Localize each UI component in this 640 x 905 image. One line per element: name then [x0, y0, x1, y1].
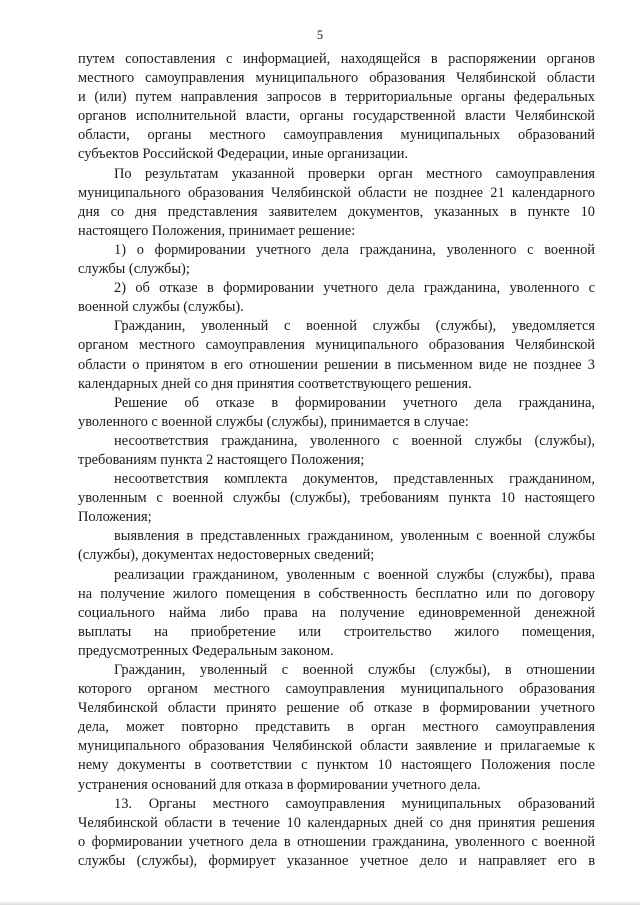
paragraph — [78, 470, 595, 527]
text-line: о формировании учетного дела в отношении гражданина, уволенного с военной — [78, 833, 595, 850]
text-line: дня со дня представления заявителем документов, указанных в пункте 10 — [78, 203, 595, 220]
text-line: Решение об отказе в формировании учетного дела гражданина, — [114, 394, 595, 411]
text-line: области, органы местного самоуправления муниципальных образований — [78, 127, 595, 144]
paragraph — [78, 527, 595, 565]
text-line: выявления в представленных гражданином, уволенным с военной службы — [114, 528, 595, 545]
document-body — [78, 50, 595, 871]
text-line: предусмотренных Федеральным законом. — [78, 642, 334, 659]
paragraph — [78, 394, 595, 432]
text-line: службы (службы), формирует указанное учетное дело и направляет его в — [78, 852, 595, 869]
text-line: Челябинской области принято решение об отказе в формировании учетного — [78, 700, 595, 717]
text-line: несоответствия комплекта документов, представленных гражданином, — [114, 471, 595, 488]
paragraph — [78, 661, 595, 795]
text-line: уволенным с военной службы (службы), требованиям пункта 10 настоящего — [78, 490, 595, 507]
scan-edge — [0, 901, 640, 905]
text-line: несоответствия гражданина, уволенного с военной службы (службы), — [114, 432, 595, 449]
paragraph — [78, 566, 595, 661]
text-line: муниципального образования Челябинской области заявление и прилагаемые к — [78, 738, 595, 755]
text-line: путем сопоставления с информацией, находящейся в распоряжении органов — [78, 51, 595, 67]
text-line: военной службы (службы). — [78, 299, 244, 316]
text-line: 13. Органы местного самоуправления муниципальных образований — [114, 795, 595, 812]
paragraph — [78, 50, 595, 165]
paragraph — [78, 165, 595, 241]
paragraph — [78, 279, 595, 317]
text-line: календарных дней со дня принятия соответствующего решения. — [78, 375, 472, 392]
text-line: требованиям пункта 2 настоящего Положения; — [78, 451, 365, 468]
text-line: социального найма либо права на получение единовременной денежной — [78, 604, 595, 621]
text-line: дела, может повторно представить в орган местного самоуправления — [78, 719, 595, 736]
text-line: органом местного самоуправления муниципального образования Челябинской — [78, 337, 595, 354]
text-line: на получение жилого помещения в собственность бесплатно или по договору — [78, 585, 595, 602]
text-line: службы (службы); — [78, 261, 190, 278]
text-line: устранения оснований для отказа в формировании учетного дела. — [78, 776, 481, 793]
text-line: 2) об отказе в формировании учетного дела гражданина, уволенного с — [114, 280, 595, 297]
paragraph — [78, 317, 595, 393]
text-line: выплаты на приобретение или строительство жилого помещения, — [78, 623, 595, 640]
text-line: органов исполнительной власти, органы государственной власти Челябинской — [78, 108, 595, 125]
text-line: Гражданин, уволенный с военной службы (службы), уведомляется — [114, 318, 595, 335]
text-line: настоящего Положения, принимает решение: — [78, 222, 356, 239]
text-line: субъектов Российской Федерации, иные организации. — [78, 146, 409, 163]
page-number: 5 — [316, 28, 324, 42]
text-line: области о принятом в его отношении решении в письменном виде не позднее 3 — [78, 356, 595, 373]
paragraph — [78, 795, 595, 871]
text-line: и (или) путем направления запросов в территориальные органы федеральных — [78, 89, 595, 106]
text-line: муниципального образования Челябинской области не позднее 21 календарного — [78, 184, 595, 201]
text-line: Гражданин, уволенный с военной службы (службы), в отношении — [114, 662, 595, 678]
text-line: местного самоуправления муниципального образования Челябинской области — [78, 70, 595, 87]
text-line: реализации гражданином, уволенным с военной службы (службы), права — [114, 566, 595, 583]
text-line: уволенного с военной службы (службы), принимается в случае: — [78, 413, 469, 430]
text-line: нему документы в соответствии с пунктом 10 настоящего Положения после — [78, 757, 595, 774]
text-line: которого органом местного самоуправления муниципального образования — [78, 681, 595, 698]
paragraph — [78, 241, 595, 279]
text-line: (службы), документах недостоверных сведений; — [78, 547, 375, 564]
text-line: Положения; — [78, 509, 152, 526]
text-line: Челябинской области в течение 10 календарных дней со дня принятия решения — [78, 814, 595, 831]
text-line: 1) о формировании учетного дела гражданина, уволенного с военной — [114, 241, 595, 258]
paragraph — [78, 432, 595, 470]
text-line: По результатам указанной проверки орган местного самоуправления — [114, 165, 595, 182]
